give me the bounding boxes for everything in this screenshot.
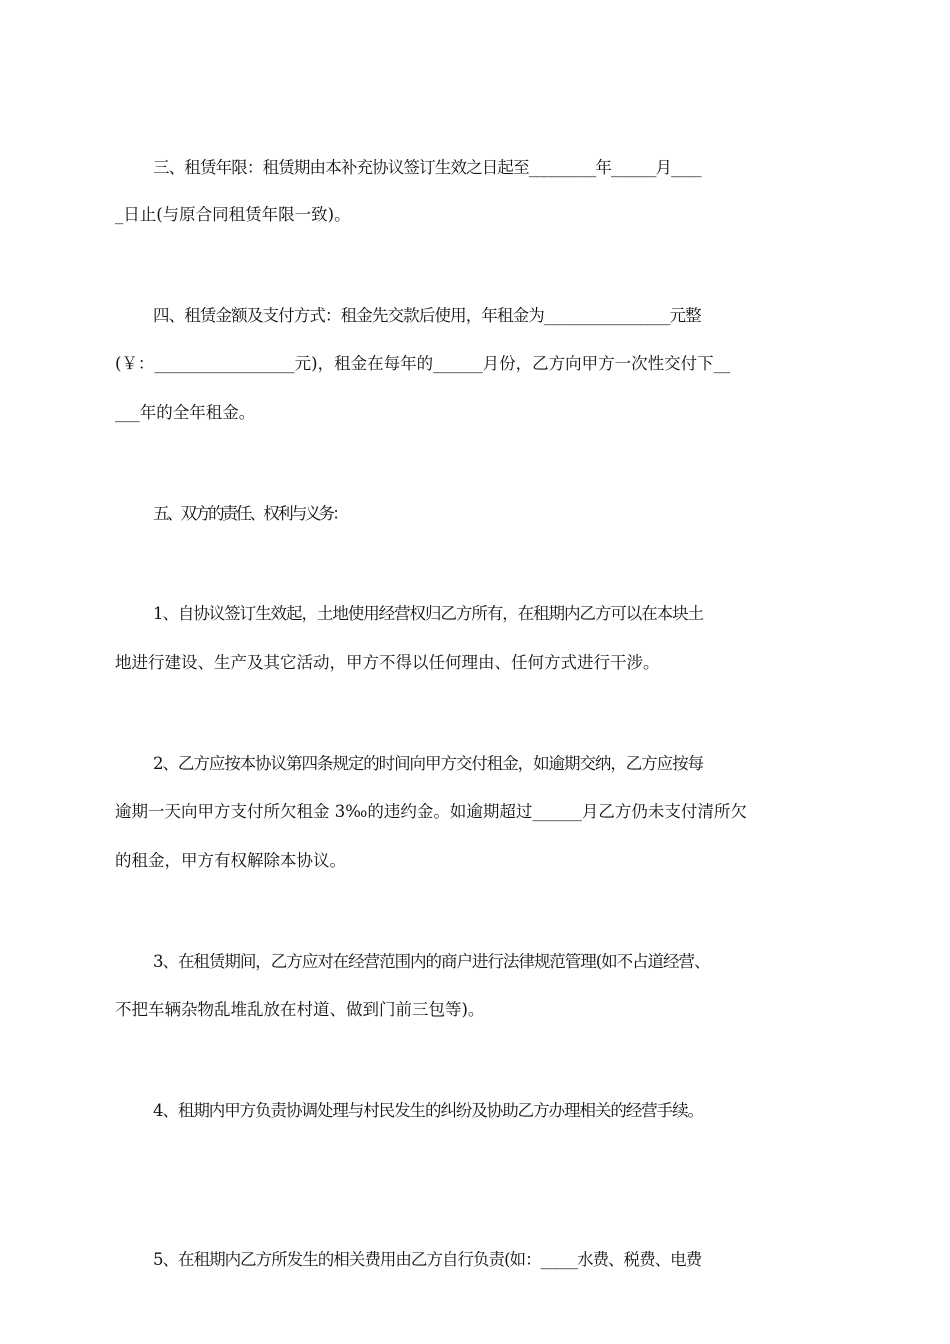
item-1-line-2: 地进行建设、生产及其它活动，甲方不得以任何理由、任何方式进行干涉。	[115, 653, 660, 672]
clause-5-heading: 五、双方的责任、权利与义务：	[153, 504, 347, 523]
item-3-line-1: 3、在租赁期间，乙方应对在经营范围内的商户进行法律规范管理(如不占道经营、	[153, 952, 710, 971]
item-2-line-3: 的租金，甲方有权解除本协议。	[115, 851, 346, 870]
item-2-line-1: 2、乙方应按本协议第四条规定的时间向甲方交付租金，如逾期交纳，乙方应按每	[153, 754, 703, 773]
item-4-line-1: 4、租期内甲方负责协调处理与村民发生的纠纷及协助乙方办理相关的经营手续。	[153, 1101, 703, 1120]
item-3-line-2: 不把车辆杂物乱堆乱放在村道、做到门前三包等)。	[115, 1000, 485, 1019]
item-5-line-1: 5、在租期内乙方所发生的相关费用由乙方自行负责(如：_____水费、税费、电费	[153, 1250, 702, 1269]
clause-4-line-2: (￥：_________________元)，租金在每年的______月份，乙方向甲方一次性交付下__	[115, 354, 731, 373]
item-2-line-2: 逾期一天向甲方支付所欠租金 3‰的违约金。如逾期超过______月乙方仍未支付清所欠	[115, 802, 747, 821]
clause-3-line-2: _日止(与原合同租赁年限一致)。	[115, 205, 351, 224]
clause-3-line-1: 三、租赁年限：租赁期由本补充协议签订生效之日起至_________年______月____	[153, 158, 701, 177]
clause-4-line-3: ___年的全年租金。	[115, 403, 256, 422]
clause-4-line-1: 四、租赁金额及支付方式：租金先交款后使用，年租金为_________________元整	[153, 306, 701, 325]
item-1-line-1: 1、自协议签订生效起，土地使用经营权归乙方所有，在租期内乙方可以在本块土	[153, 604, 703, 623]
